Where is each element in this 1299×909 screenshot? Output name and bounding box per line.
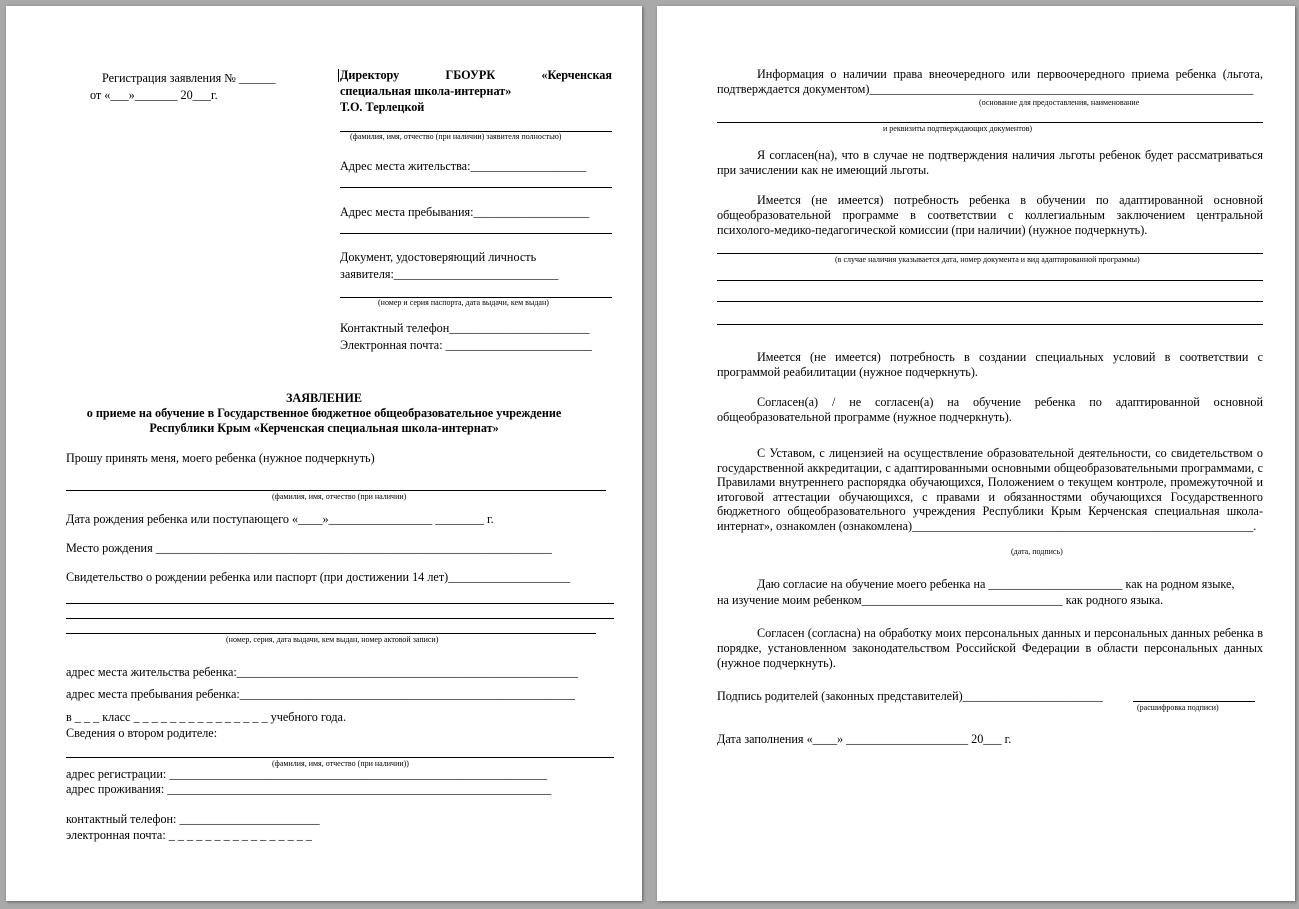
registration-number: Регистрация заявления № ______: [102, 71, 276, 85]
document-subtitle-2: Республики Крым «Керченская специальная школа-интернат»: [149, 421, 499, 435]
applicant-name-hint: (фамилия, имя, отчество (при наличии) заявителя полностью): [350, 132, 562, 141]
document-page-1: [6, 6, 642, 901]
document-title: ЗАЯВЛЕНИЕ: [286, 391, 362, 405]
benefit-hint-1: (основание для предоставления, наименование: [979, 98, 1140, 107]
identity-document-label: Документ, удостоверяющий личность: [340, 250, 537, 264]
adapted-program-line-2[interactable]: [717, 280, 1263, 281]
fill-date-field[interactable]: Дата заполнения «____» ____________________ 20___ г.: [717, 732, 1012, 746]
child-name-hint: (фамилия, имя, отчество (при наличии): [272, 492, 407, 501]
addressee-line-2: специальная школа-интернат»: [340, 84, 512, 98]
native-language-field[interactable]: Даю согласие на обучение моего ребенка на ______________________ как на родном языке,: [757, 577, 1235, 591]
signature-hint: (расшифровка подписи): [1137, 703, 1219, 712]
adapted-program-line-3[interactable]: [717, 301, 1263, 302]
identity-document-hint: (номер и серия паспорта, дата выдачи, кем выдан): [378, 298, 549, 307]
second-parent-hint: (фамилия, имя, отчество (при наличии)): [272, 759, 409, 768]
adapted-program-line-1[interactable]: [717, 253, 1263, 254]
request-line: Прошу принять меня, моего ребенка (нужное подчеркнуть): [66, 451, 375, 465]
benefit-hint-2: и реквизиты подтверждающих документов): [883, 124, 1033, 133]
contact-phone-field[interactable]: Контактный телефон_______________________: [340, 321, 590, 335]
consent-benefit-paragraph: Я согласен(на), что в случае не подтверждения наличия льготы ребенок будет рассматриваться при зачислении как не имеющий льготы.: [717, 148, 1263, 177]
residence-address-field[interactable]: Адрес места жительства:___________________: [340, 159, 587, 173]
second-parent-name-line[interactable]: [66, 757, 614, 758]
second-parent-phone-field[interactable]: контактный телефон: _______________________: [66, 812, 320, 826]
stay-address-line-2[interactable]: [340, 233, 612, 234]
certificate-line-3[interactable]: [66, 618, 614, 619]
addressee-name: Т.О. Терлецкой: [340, 100, 425, 114]
document-subtitle-1: о приеме на обучение в Государственное бюджетное общеобразовательное учреждение: [86, 406, 562, 420]
charter-hint: (дата, подпись): [1011, 547, 1063, 556]
registration-address-field[interactable]: адрес регистрации: ______________________________________________________________: [66, 767, 548, 781]
certificate-hint: (номер, серия, дата выдачи, кем выдан, номер актовой записи): [226, 635, 439, 644]
text-cursor: [338, 69, 339, 82]
residence-address-line-2[interactable]: [340, 187, 612, 188]
birth-date-field[interactable]: Дата рождения ребенка или поступающего «____»_________________ ________ г.: [66, 512, 494, 526]
living-address-field[interactable]: адрес проживания: _______________________________________________________________: [66, 782, 552, 796]
adapted-program-paragraph: Имеется (не имеется) потребность ребенка в обучении по адаптированной основной общеобразовательной программе в соответствии с коллегиальным заключением центральной психолого-медико-педагогической комиссии (при наличии) (нужное подчеркнуть).: [717, 193, 1263, 237]
child-residence-field[interactable]: адрес места жительства ребенка:________________________________________________________: [66, 665, 579, 679]
stay-address-field[interactable]: Адрес места пребывания:___________________: [340, 205, 590, 219]
email-field[interactable]: Электронная почта: ________________________: [340, 338, 592, 352]
adapted-program-line-4[interactable]: [717, 324, 1263, 325]
benefit-document-line[interactable]: [717, 122, 1263, 123]
second-parent-email-field[interactable]: электронная почта: _ _ _ _ _ _ _ _ _ _ _ _ _ _ _ _: [66, 828, 312, 842]
child-name-line[interactable]: [66, 490, 606, 491]
signature-decode-line[interactable]: [1133, 701, 1255, 702]
class-field[interactable]: в _ _ _ класс _ _ _ _ _ _ _ _ _ _ _ _ _ _ _ учебного года.: [66, 710, 346, 724]
special-conditions-paragraph: Имеется (не имеется) потребность в создании специальных условий в соответствии с программой реабилитации (нужное подчеркнуть).: [717, 350, 1263, 379]
personal-data-paragraph: Согласен (согласна) на обработку моих персональных данных и персональных данных ребенка в порядке, установленном законодательством Российской Федерации в области персональных данных (нужное подчеркнуть).: [717, 626, 1263, 670]
adapted-program-hint: (в случае наличия указывается дата, номер документа и вид адаптированной программы): [835, 255, 1140, 264]
addressee-line-1: Директору ГБОУРК «Керченская: [340, 68, 612, 82]
charter-paragraph: С Уставом, с лицензией на осуществление образовательной деятельности, со свидетельством о государственной аккредитации, с адаптированными основными общеобразовательными программами, с Правилами внутреннего распорядка обучающихся, Положением о текущем контроле, промежуточной и итоговой аттестации обучающихся, с правами и обязанностями обучающихся Государственного бюджетного общеобразовательного учреждения Республики Крым Керченская специальная школа-интернат», ознакомлен (ознакомлена)________________________________________________________.: [717, 446, 1263, 533]
child-stay-field[interactable]: адрес места пребывания ребенка:_______________________________________________________: [66, 687, 575, 701]
benefit-paragraph: Информация о наличии права внеочередного или первоочередного приема ребенка (льгота, подтверждается документом)_______________________________________________________________: [717, 67, 1263, 96]
document-page-2: [657, 6, 1295, 901]
certificate-line-4[interactable]: [66, 633, 596, 634]
birth-certificate-field[interactable]: Свидетельство о рождении ребенка или паспорт (при достижении 14 лет)____________________: [66, 570, 571, 584]
parent-signature-field[interactable]: Подпись родителей (законных представителей)_______________________: [717, 689, 1103, 703]
birth-place-field[interactable]: Место рождения _________________________________________________________________: [66, 541, 552, 555]
identity-document-field[interactable]: заявителя:___________________________: [340, 267, 559, 281]
agree-adapted-paragraph: Согласен(а) / не согласен(а) на обучение ребенка по адаптированной основной общеобразовательной программе (нужное подчеркнуть).: [717, 395, 1263, 424]
language-study-field[interactable]: на изучение моим ребенком_________________________________ как родного языка.: [717, 593, 1164, 607]
second-parent-label: Сведения о втором родителе:: [66, 726, 218, 740]
registration-date: от «___»_______ 20___г.: [90, 88, 218, 102]
certificate-line-2[interactable]: [66, 603, 614, 604]
